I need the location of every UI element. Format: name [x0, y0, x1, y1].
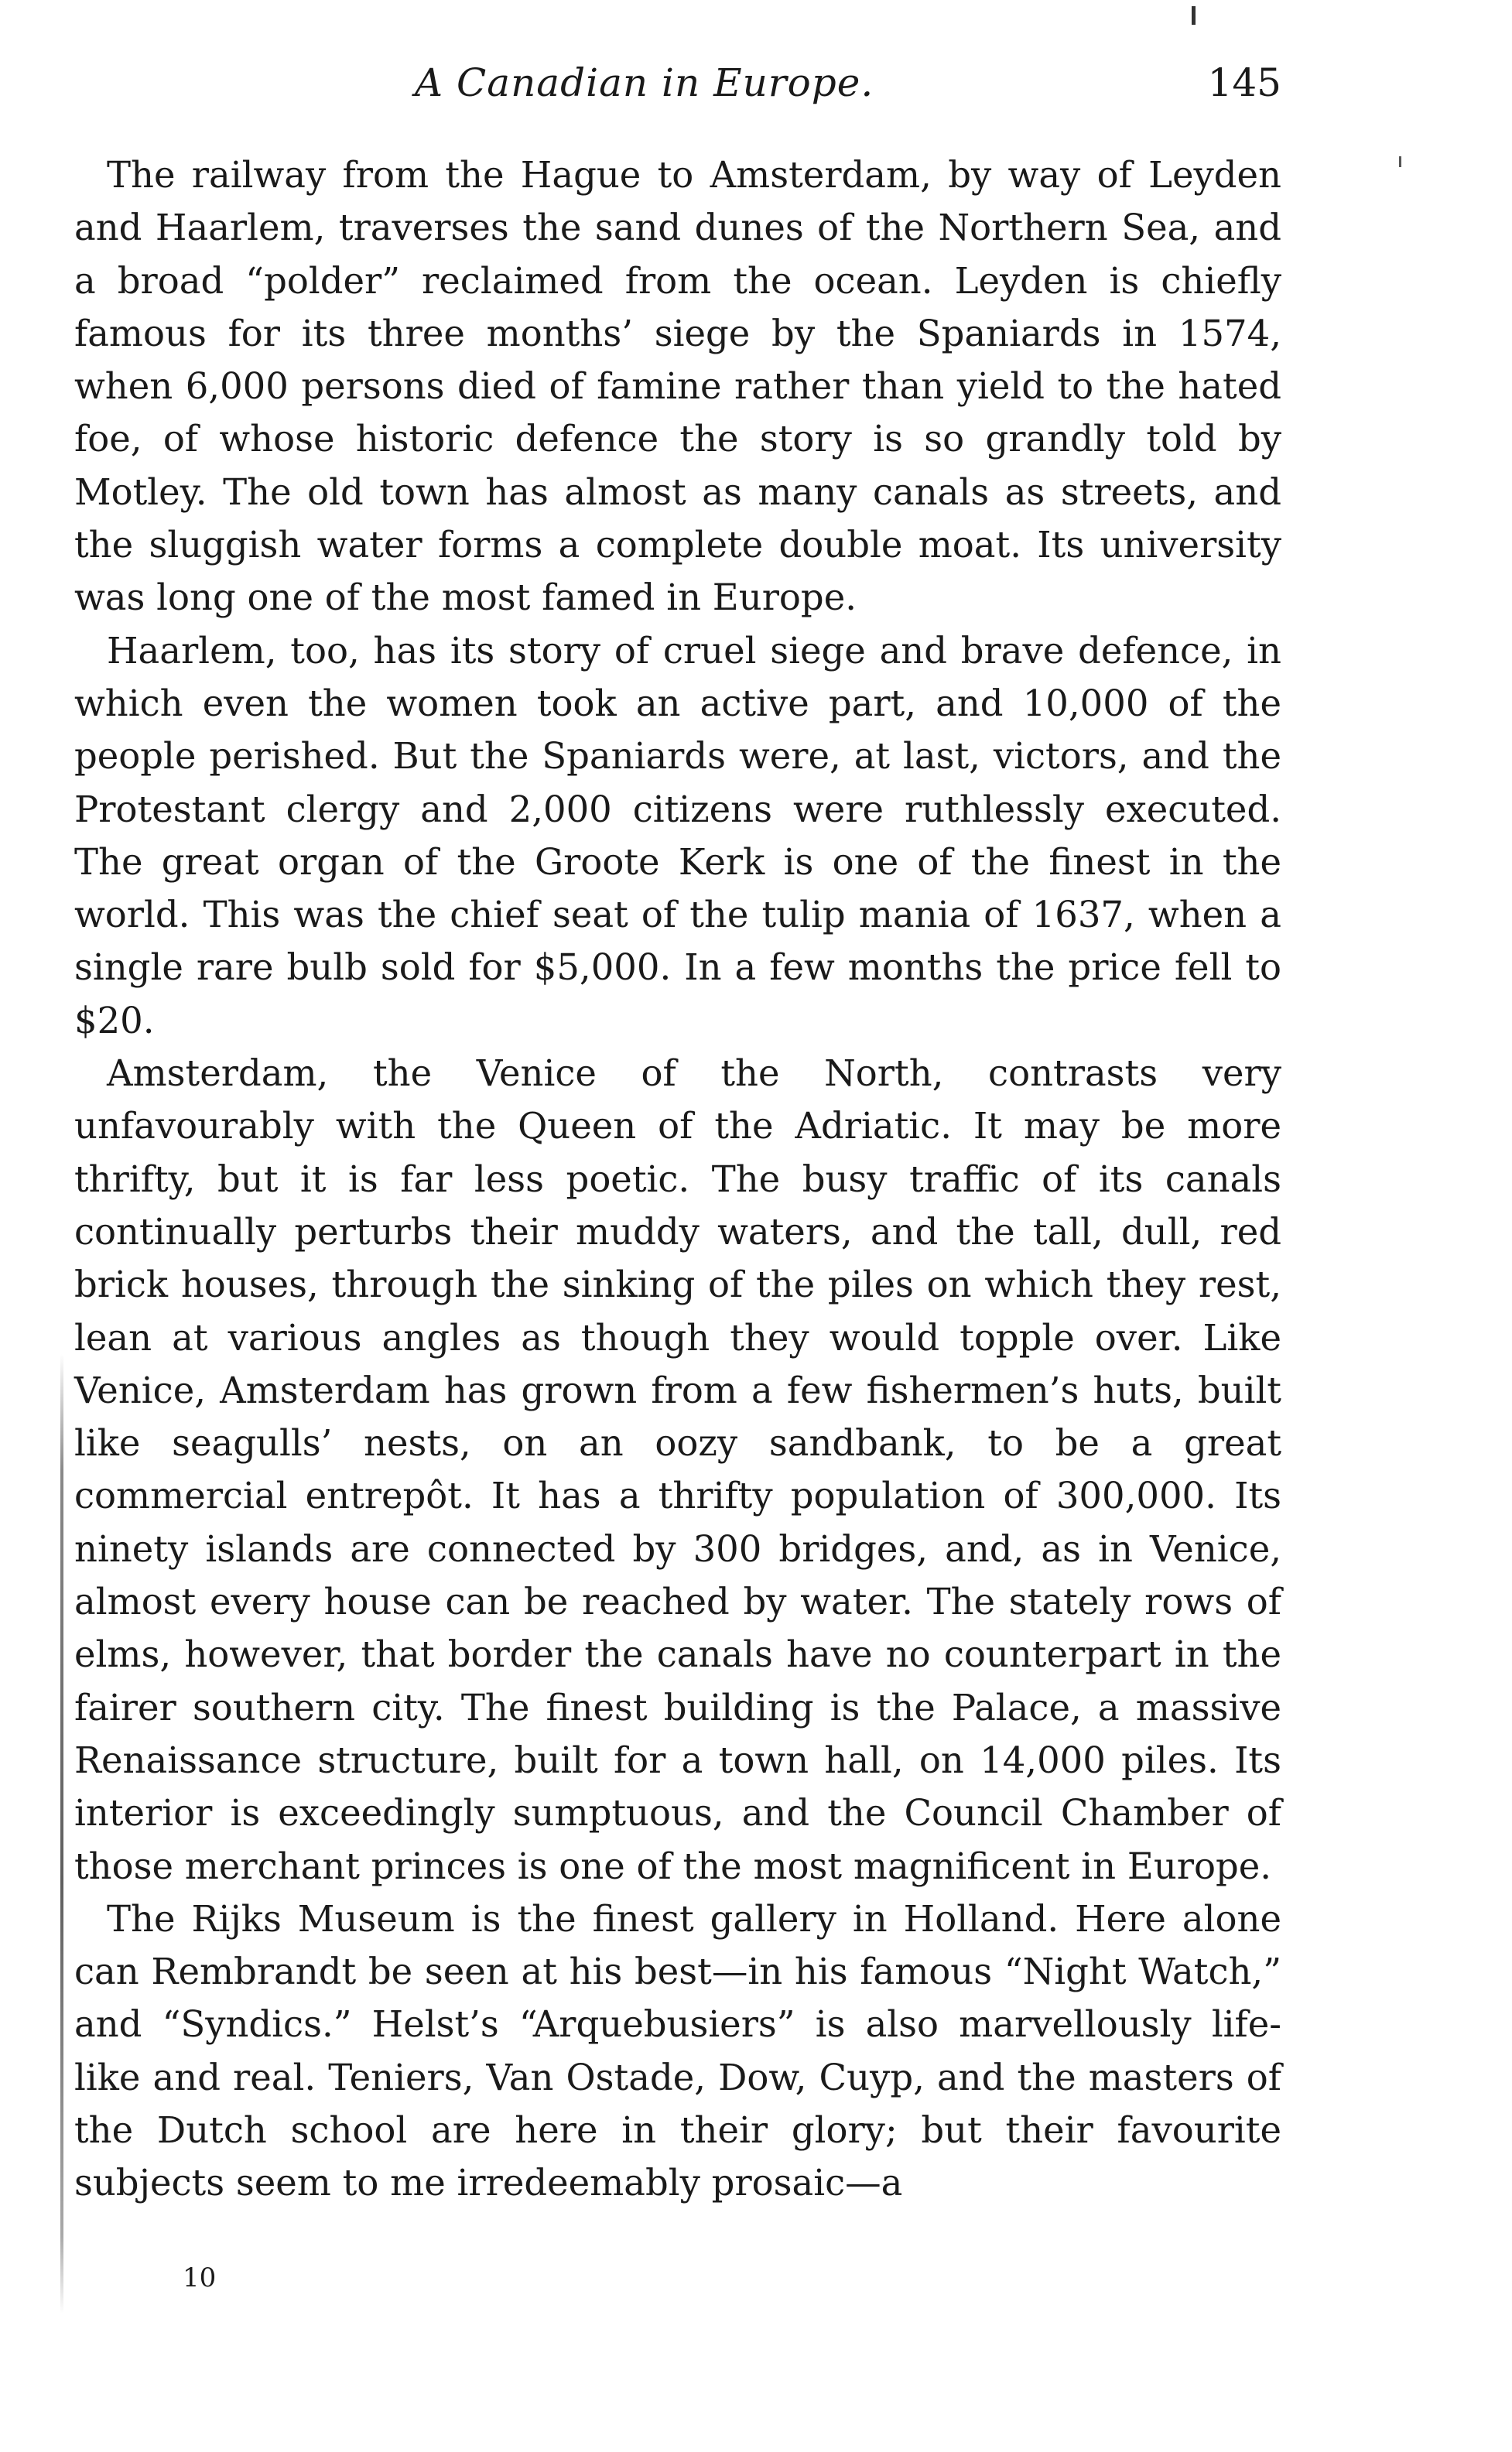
scan-mark — [1192, 6, 1196, 25]
paragraph-amsterdam: Amsterdam, the Venice of the North, contrasts very unfavourably with the Queen of the Adriatic. It may be more thrifty, but it is far less poetic. The busy traffic of its canals continually perturbs their muddy waters, and the tall, dull, red brick houses, through the sinking of the piles on which they rest, lean at various angles as though they would topple over. Like Venice, Amsterdam has grown from a few fishermen’s huts, built like seagulls’ nests, on an oozy sandbank, to be a great commercial entrepôt. It has a thrifty population of 300,000. Its ninety islands are connected by 300 bridges, and, as in Venice, almost every house can be reached by water. The stately rows of elms, however, that border the canals have no counterpart in the fairer southern city. The finest building is the Palace, a massive Renaissance structure, built for a town hall, on 14,000 piles. Its interior is exceedingly sumptuous, and the Council Chamber of those merchant princes is one of the most magnificent in Europe. — [74, 1052, 1281, 1887]
running-title: A Canadian in Europe. — [415, 60, 874, 105]
paragraph-rijks-museum: The Rijks Museum is the finest gallery in Holland. Here alone can Rembrandt be seen at his best—in his famous “Night Watch,” and “Syndics.” Helst’s “Arquebusiers” is also marvellously life-like and real. Teniers, Van Ostade, Dow, Cuyp, and the masters of the Dutch school are here in their glory; but their favourite subjects seem to me irredeemably prosaic—a — [74, 1897, 1281, 2204]
page-body — [74, 149, 1281, 2210]
signature-mark: 10 — [183, 2262, 217, 2293]
paragraph-leyden: The railway from the Hague to Amsterdam, by way of Leyden and Haarlem, traverses the sand dunes of the Northern Sea, and a broad “polder” reclaimed from the ocean. Leyden is chiefly famous for its three months’ siege by the Spaniards in 1574, when 6,000 persons died of famine rather than yield to the hated foe, of whose historic defence the story is so grandly told by Motley. The old town has almost as many canals as streets, and the sluggish water forms a complete double moat. Its university was long one of the most famed in Europe. — [74, 154, 1281, 619]
scan-mark — [1399, 156, 1401, 167]
paragraph-haarlem: Haarlem, too, has its story of cruel siege and brave defence, in which even the women took an active part, and 10,000 of the people perished. But the Spaniards were, at last, victors, and the Protestant clergy and 2,000 citizens were ruthlessly executed. The great organ of the Groote Kerk is one of the finest in the world. This was the chief seat of the tulip mania of 1637, when a single rare bulb sold for $5,000. In a few months the price fell to $20. — [74, 629, 1281, 1041]
page-number: 145 — [1207, 60, 1281, 105]
binding-edge-shadow — [60, 1354, 63, 2313]
running-header — [74, 60, 1281, 122]
